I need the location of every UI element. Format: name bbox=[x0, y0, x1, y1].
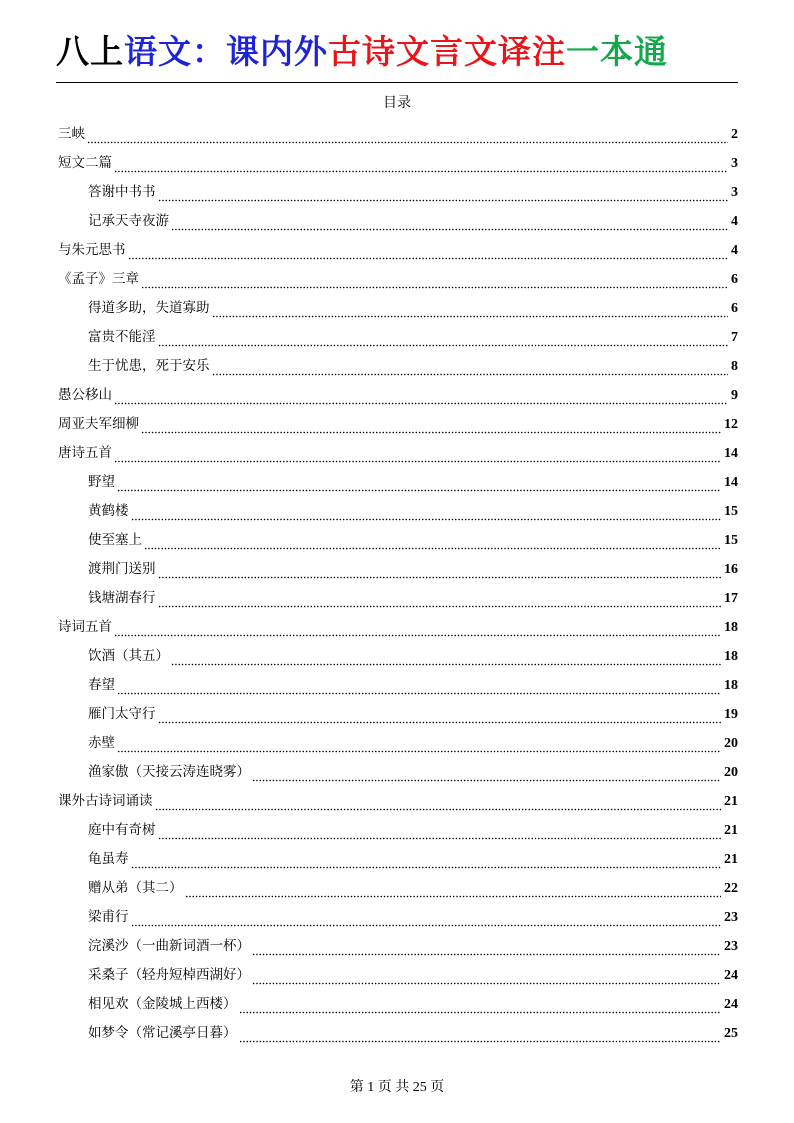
toc-entry[interactable] bbox=[58, 729, 738, 758]
toc-entry-page: 6 bbox=[731, 301, 738, 316]
toc-leader-dots bbox=[252, 975, 721, 985]
toc-entry-title: 雁门太守行 bbox=[88, 706, 156, 722]
toc-entry-page: 14 bbox=[724, 475, 738, 490]
toc-entry-page: 20 bbox=[724, 765, 738, 780]
toc-entry[interactable] bbox=[58, 555, 738, 584]
toc-leader-dots bbox=[239, 1033, 722, 1043]
toc-leader-dots bbox=[171, 221, 728, 231]
toc-entry-page: 19 bbox=[724, 707, 738, 722]
toc-entry-page: 3 bbox=[731, 156, 738, 171]
toc-entry[interactable] bbox=[58, 990, 738, 1019]
toc-entry-page: 23 bbox=[724, 910, 738, 925]
toc-entry-title: 生于忧患，死于安乐 bbox=[88, 358, 210, 374]
toc-entry-title: 饮酒（其五） bbox=[88, 648, 169, 664]
toc-entry-page: 12 bbox=[724, 417, 738, 432]
toc-entry[interactable] bbox=[58, 439, 738, 468]
toc-leader-dots bbox=[158, 569, 722, 579]
toc-entry[interactable] bbox=[58, 468, 738, 497]
toc-entry-page: 25 bbox=[724, 1026, 738, 1041]
toc-entry-page: 17 bbox=[724, 591, 738, 606]
toc-leader-dots bbox=[158, 598, 722, 608]
toc-entry-title: 如梦令（常记溪亭日暮） bbox=[88, 1025, 237, 1041]
toc-heading: 目录 bbox=[383, 95, 411, 111]
toc-leader-dots bbox=[114, 627, 721, 637]
toc-leader-dots bbox=[212, 366, 729, 376]
toc-entry[interactable] bbox=[58, 497, 738, 526]
toc-entry-title: 得道多助，失道寡助 bbox=[88, 300, 210, 316]
toc-entry[interactable] bbox=[58, 178, 738, 207]
toc-entry-page: 22 bbox=[724, 881, 738, 896]
toc-leader-dots bbox=[87, 134, 728, 144]
toc-entry-page: 21 bbox=[724, 794, 738, 809]
document-title bbox=[56, 26, 746, 78]
toc-entry[interactable] bbox=[58, 903, 738, 932]
toc-entry-title: 短文二篇 bbox=[58, 155, 112, 171]
toc-entry-title: 唐诗五首 bbox=[58, 445, 112, 461]
toc-leader-dots bbox=[158, 337, 729, 347]
toc-entry[interactable] bbox=[58, 323, 738, 352]
toc-entry-page: 24 bbox=[724, 997, 738, 1012]
toc-entry-title: 龟虽寿 bbox=[88, 851, 129, 867]
toc-leader-dots bbox=[131, 859, 722, 869]
toc-entry[interactable] bbox=[58, 584, 738, 613]
toc-entry-page: 16 bbox=[724, 562, 738, 577]
toc-entry-title: 渔家傲（天接云涛连晓雾） bbox=[88, 764, 250, 780]
toc-entry-title: 采桑子（轻舟短棹西湖好） bbox=[88, 967, 250, 983]
title-part: 八上 bbox=[56, 32, 124, 71]
toc-entry[interactable] bbox=[58, 874, 738, 903]
toc-leader-dots bbox=[155, 801, 722, 811]
toc-leader-dots bbox=[131, 917, 722, 927]
toc-entry[interactable] bbox=[58, 236, 738, 265]
toc-entry-title: 梁甫行 bbox=[88, 909, 129, 925]
toc-entry-page: 7 bbox=[731, 330, 738, 345]
toc-entry-title: 浣溪沙（一曲新词酒一杯） bbox=[88, 938, 250, 954]
toc-leader-dots bbox=[252, 772, 721, 782]
toc-entry-page: 24 bbox=[724, 968, 738, 983]
toc-entry-page: 4 bbox=[731, 243, 738, 258]
toc-entry[interactable] bbox=[58, 700, 738, 729]
toc-entry[interactable] bbox=[58, 207, 738, 236]
toc-leader-dots bbox=[171, 656, 721, 666]
toc-entry-title: 与朱元思书 bbox=[58, 242, 126, 258]
toc-entry-title: 三峡 bbox=[58, 126, 85, 142]
toc-entry-page: 2 bbox=[731, 127, 738, 142]
toc-entry-page: 21 bbox=[724, 852, 738, 867]
toc-entry[interactable] bbox=[58, 410, 738, 439]
toc-entry[interactable] bbox=[58, 120, 738, 149]
toc-entry[interactable] bbox=[58, 294, 738, 323]
toc-entry-page: 4 bbox=[731, 214, 738, 229]
title-part: 古诗文言文译注 bbox=[328, 32, 566, 71]
toc-leader-dots bbox=[144, 540, 721, 550]
toc-entry-page: 18 bbox=[724, 678, 738, 693]
toc-entry-title: 庭中有奇树 bbox=[88, 822, 156, 838]
toc-entry-title: 诗词五首 bbox=[58, 619, 112, 635]
toc-entry[interactable] bbox=[58, 352, 738, 381]
toc-leader-dots bbox=[117, 743, 721, 753]
toc-entry[interactable] bbox=[58, 671, 738, 700]
toc-entry[interactable] bbox=[58, 642, 738, 671]
toc-entry-title: 钱塘湖春行 bbox=[88, 590, 156, 606]
toc-leader-dots bbox=[212, 308, 729, 318]
toc-entry-title: 记承天寺夜游 bbox=[88, 213, 169, 229]
toc-entry-title: 《孟子》三章 bbox=[58, 271, 139, 287]
toc-entry-page: 9 bbox=[731, 388, 738, 403]
toc-entry[interactable] bbox=[58, 613, 738, 642]
toc-entry[interactable] bbox=[58, 758, 738, 787]
toc-leader-dots bbox=[114, 395, 728, 405]
toc-leader-dots bbox=[117, 685, 721, 695]
toc-entry-page: 18 bbox=[724, 649, 738, 664]
toc-entry[interactable] bbox=[58, 787, 738, 816]
toc-entry[interactable] bbox=[58, 526, 738, 555]
toc-entry-title: 野望 bbox=[88, 474, 115, 490]
toc-entry-page: 6 bbox=[731, 272, 738, 287]
toc-leader-dots bbox=[185, 888, 722, 898]
toc-entry[interactable] bbox=[58, 932, 738, 961]
toc-entry-title: 黄鹤楼 bbox=[88, 503, 129, 519]
page-footer: 第 1 页 共 25 页 bbox=[349, 1080, 445, 1095]
toc-entry[interactable] bbox=[58, 961, 738, 990]
table-of-contents bbox=[58, 120, 738, 1048]
toc-leader-dots bbox=[252, 946, 721, 956]
toc-entry[interactable] bbox=[58, 1019, 738, 1048]
toc-entry-page: 18 bbox=[724, 620, 738, 635]
toc-entry[interactable] bbox=[58, 265, 738, 294]
toc-entry-page: 15 bbox=[724, 533, 738, 548]
toc-entry-page: 21 bbox=[724, 823, 738, 838]
toc-entry-title: 春望 bbox=[88, 677, 115, 693]
title-part: 语文： bbox=[124, 32, 226, 71]
toc-entry[interactable] bbox=[58, 845, 738, 874]
toc-entry-title: 赠从弟（其二） bbox=[88, 880, 183, 896]
toc-entry[interactable] bbox=[58, 816, 738, 845]
title-divider bbox=[56, 82, 738, 83]
toc-entry-title: 课外古诗词诵读 bbox=[58, 793, 153, 809]
toc-entry-title: 渡荆门送别 bbox=[88, 561, 156, 577]
toc-leader-dots bbox=[128, 250, 729, 260]
toc-entry-page: 20 bbox=[724, 736, 738, 751]
toc-leader-dots bbox=[131, 511, 722, 521]
toc-entry-page: 15 bbox=[724, 504, 738, 519]
toc-entry-title: 周亚夫军细柳 bbox=[58, 416, 139, 432]
toc-entry-title: 富贵不能淫 bbox=[88, 329, 156, 345]
toc-leader-dots bbox=[158, 192, 729, 202]
toc-leader-dots bbox=[117, 482, 721, 492]
title-part: 课内外 bbox=[226, 32, 328, 71]
toc-entry-page: 23 bbox=[724, 939, 738, 954]
toc-entry-page: 14 bbox=[724, 446, 738, 461]
title-part: 一本通 bbox=[566, 32, 668, 71]
toc-entry-title: 使至塞上 bbox=[88, 532, 142, 548]
toc-entry-page: 3 bbox=[731, 185, 738, 200]
toc-entry-title: 愚公移山 bbox=[58, 387, 112, 403]
toc-leader-dots bbox=[239, 1004, 722, 1014]
toc-leader-dots bbox=[114, 163, 728, 173]
toc-leader-dots bbox=[141, 424, 721, 434]
toc-leader-dots bbox=[141, 279, 728, 289]
toc-leader-dots bbox=[114, 453, 721, 463]
toc-entry[interactable] bbox=[58, 381, 738, 410]
toc-entry[interactable] bbox=[58, 149, 738, 178]
toc-entry-title: 相见欢（金陵城上西楼） bbox=[88, 996, 237, 1012]
toc-entry-page: 8 bbox=[731, 359, 738, 374]
toc-leader-dots bbox=[158, 830, 722, 840]
toc-entry-title: 答谢中书书 bbox=[88, 184, 156, 200]
toc-entry-title: 赤壁 bbox=[88, 735, 115, 751]
toc-leader-dots bbox=[158, 714, 722, 724]
